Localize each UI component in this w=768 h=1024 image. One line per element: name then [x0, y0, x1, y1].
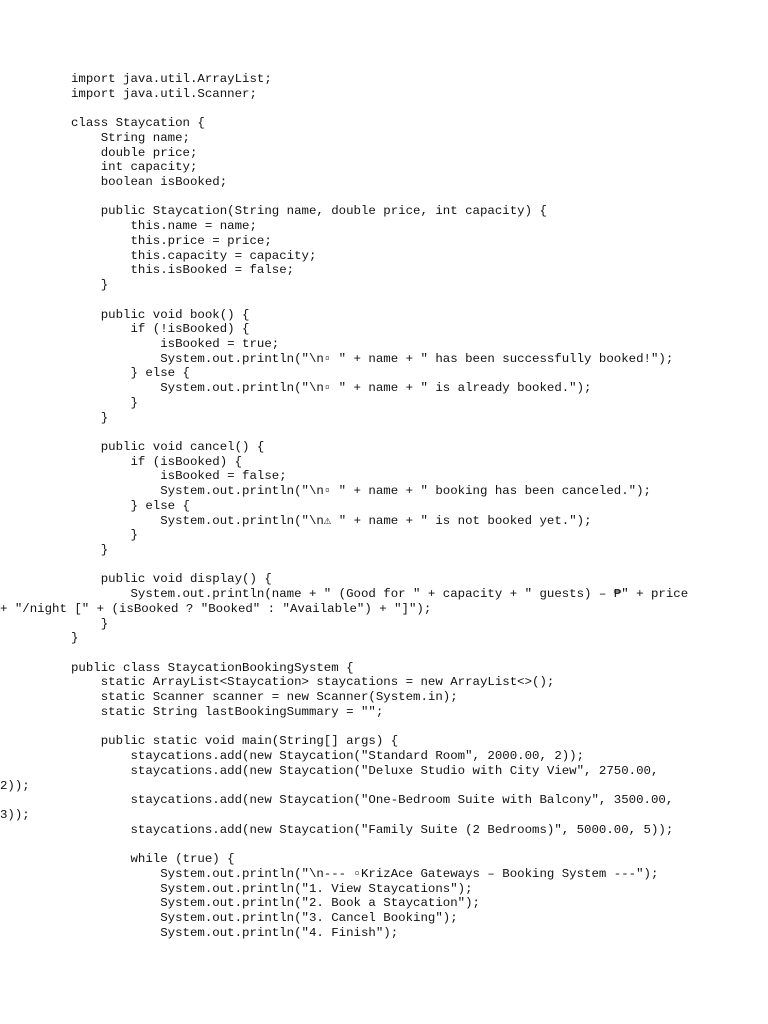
- code-line: staycations.add(new Staycation("One-Bedroom Suite with Balcony", 3500.00,: [71, 793, 674, 808]
- code-line: boolean isBooked;: [71, 175, 228, 190]
- code-line: System.out.println("\n--- ▫KrizAce Gateways – Booking System ---");: [71, 866, 659, 881]
- java-source-code: [0, 72, 711, 940]
- code-line: isBooked = true;: [71, 336, 280, 351]
- code-line: while (true) {: [71, 852, 235, 867]
- code-line: [71, 293, 711, 308]
- code-line: this.isBooked = false;: [71, 263, 295, 278]
- code-line: System.out.println("1. View Staycations");: [71, 881, 473, 896]
- code-line: if (!isBooked) {: [71, 322, 250, 337]
- code-line: this.capacity = capacity;: [71, 248, 317, 263]
- code-line: public void cancel() {: [71, 439, 265, 454]
- code-line: static ArrayList<Staycation> staycations = new ArrayList<>();: [71, 675, 555, 690]
- code-line: isBooked = false;: [71, 469, 287, 484]
- code-line: [71, 190, 711, 205]
- code-line: System.out.println(name + " (Good for " + capacity + " guests) – ₱" + price: [71, 587, 689, 602]
- code-line: }: [71, 528, 138, 543]
- code-line: System.out.println("\n▫ " + name + " booking has been canceled.");: [71, 484, 651, 499]
- code-line: static String lastBookingSummary = "";: [71, 704, 384, 719]
- code-line: System.out.println("2. Book a Staycation");: [71, 896, 480, 911]
- code-line: public void display() {: [71, 572, 272, 587]
- code-line: this.name = name;: [71, 219, 257, 234]
- code-line: + "/night [" + (isBooked ? "Booked" : "Available") + "]");: [0, 601, 432, 616]
- code-line: [71, 558, 711, 573]
- code-line: if (isBooked) {: [71, 454, 243, 469]
- code-line: }: [71, 410, 109, 425]
- code-line: }: [71, 278, 109, 293]
- code-line: 3));: [0, 807, 30, 822]
- code-line: System.out.println("\n▫ " + name + " has been successfully booked!");: [71, 351, 674, 366]
- code-line: public void book() {: [71, 307, 250, 322]
- code-line: [71, 837, 711, 852]
- code-line: static Scanner scanner = new Scanner(System.in);: [71, 690, 458, 705]
- code-line: int capacity;: [71, 160, 198, 175]
- code-line: System.out.println("4. Finish");: [71, 925, 399, 940]
- code-line: double price;: [71, 145, 198, 160]
- code-line: System.out.println("\n⚠ " + name + " is not booked yet.");: [71, 513, 592, 528]
- code-line: class Staycation {: [71, 116, 205, 131]
- code-line: staycations.add(new Staycation("Standard Room", 2000.00, 2));: [71, 749, 585, 764]
- code-line: System.out.println("3. Cancel Booking");: [71, 910, 458, 925]
- code-line: [71, 720, 711, 735]
- code-line: }: [71, 631, 79, 646]
- code-line: } else {: [71, 498, 190, 513]
- code-line: public static void main(String[] args) {: [71, 734, 399, 749]
- code-line: [71, 425, 711, 440]
- code-line: public Staycation(String name, double price, int capacity) {: [71, 204, 547, 219]
- code-line: staycations.add(new Staycation("Deluxe Studio with City View", 2750.00,: [71, 763, 659, 778]
- code-line: }: [71, 616, 109, 631]
- code-line: }: [71, 543, 109, 557]
- code-line: System.out.println("\n▫ " + name + " is already booked.");: [71, 381, 592, 396]
- code-line: 2));: [0, 778, 30, 793]
- code-line: this.price = price;: [71, 233, 272, 248]
- code-line: String name;: [71, 130, 190, 145]
- code-line: }: [71, 395, 138, 410]
- code-line: public class StaycationBookingSystem {: [71, 660, 354, 675]
- code-line: import java.util.ArrayList;: [71, 72, 272, 86]
- code-line: staycations.add(new Staycation("Family Suite (2 Bedrooms)", 5000.00, 5));: [71, 822, 674, 837]
- code-line: import java.util.Scanner;: [71, 86, 257, 101]
- code-line: } else {: [71, 366, 190, 381]
- code-line: [71, 101, 711, 116]
- code-line: [71, 646, 711, 661]
